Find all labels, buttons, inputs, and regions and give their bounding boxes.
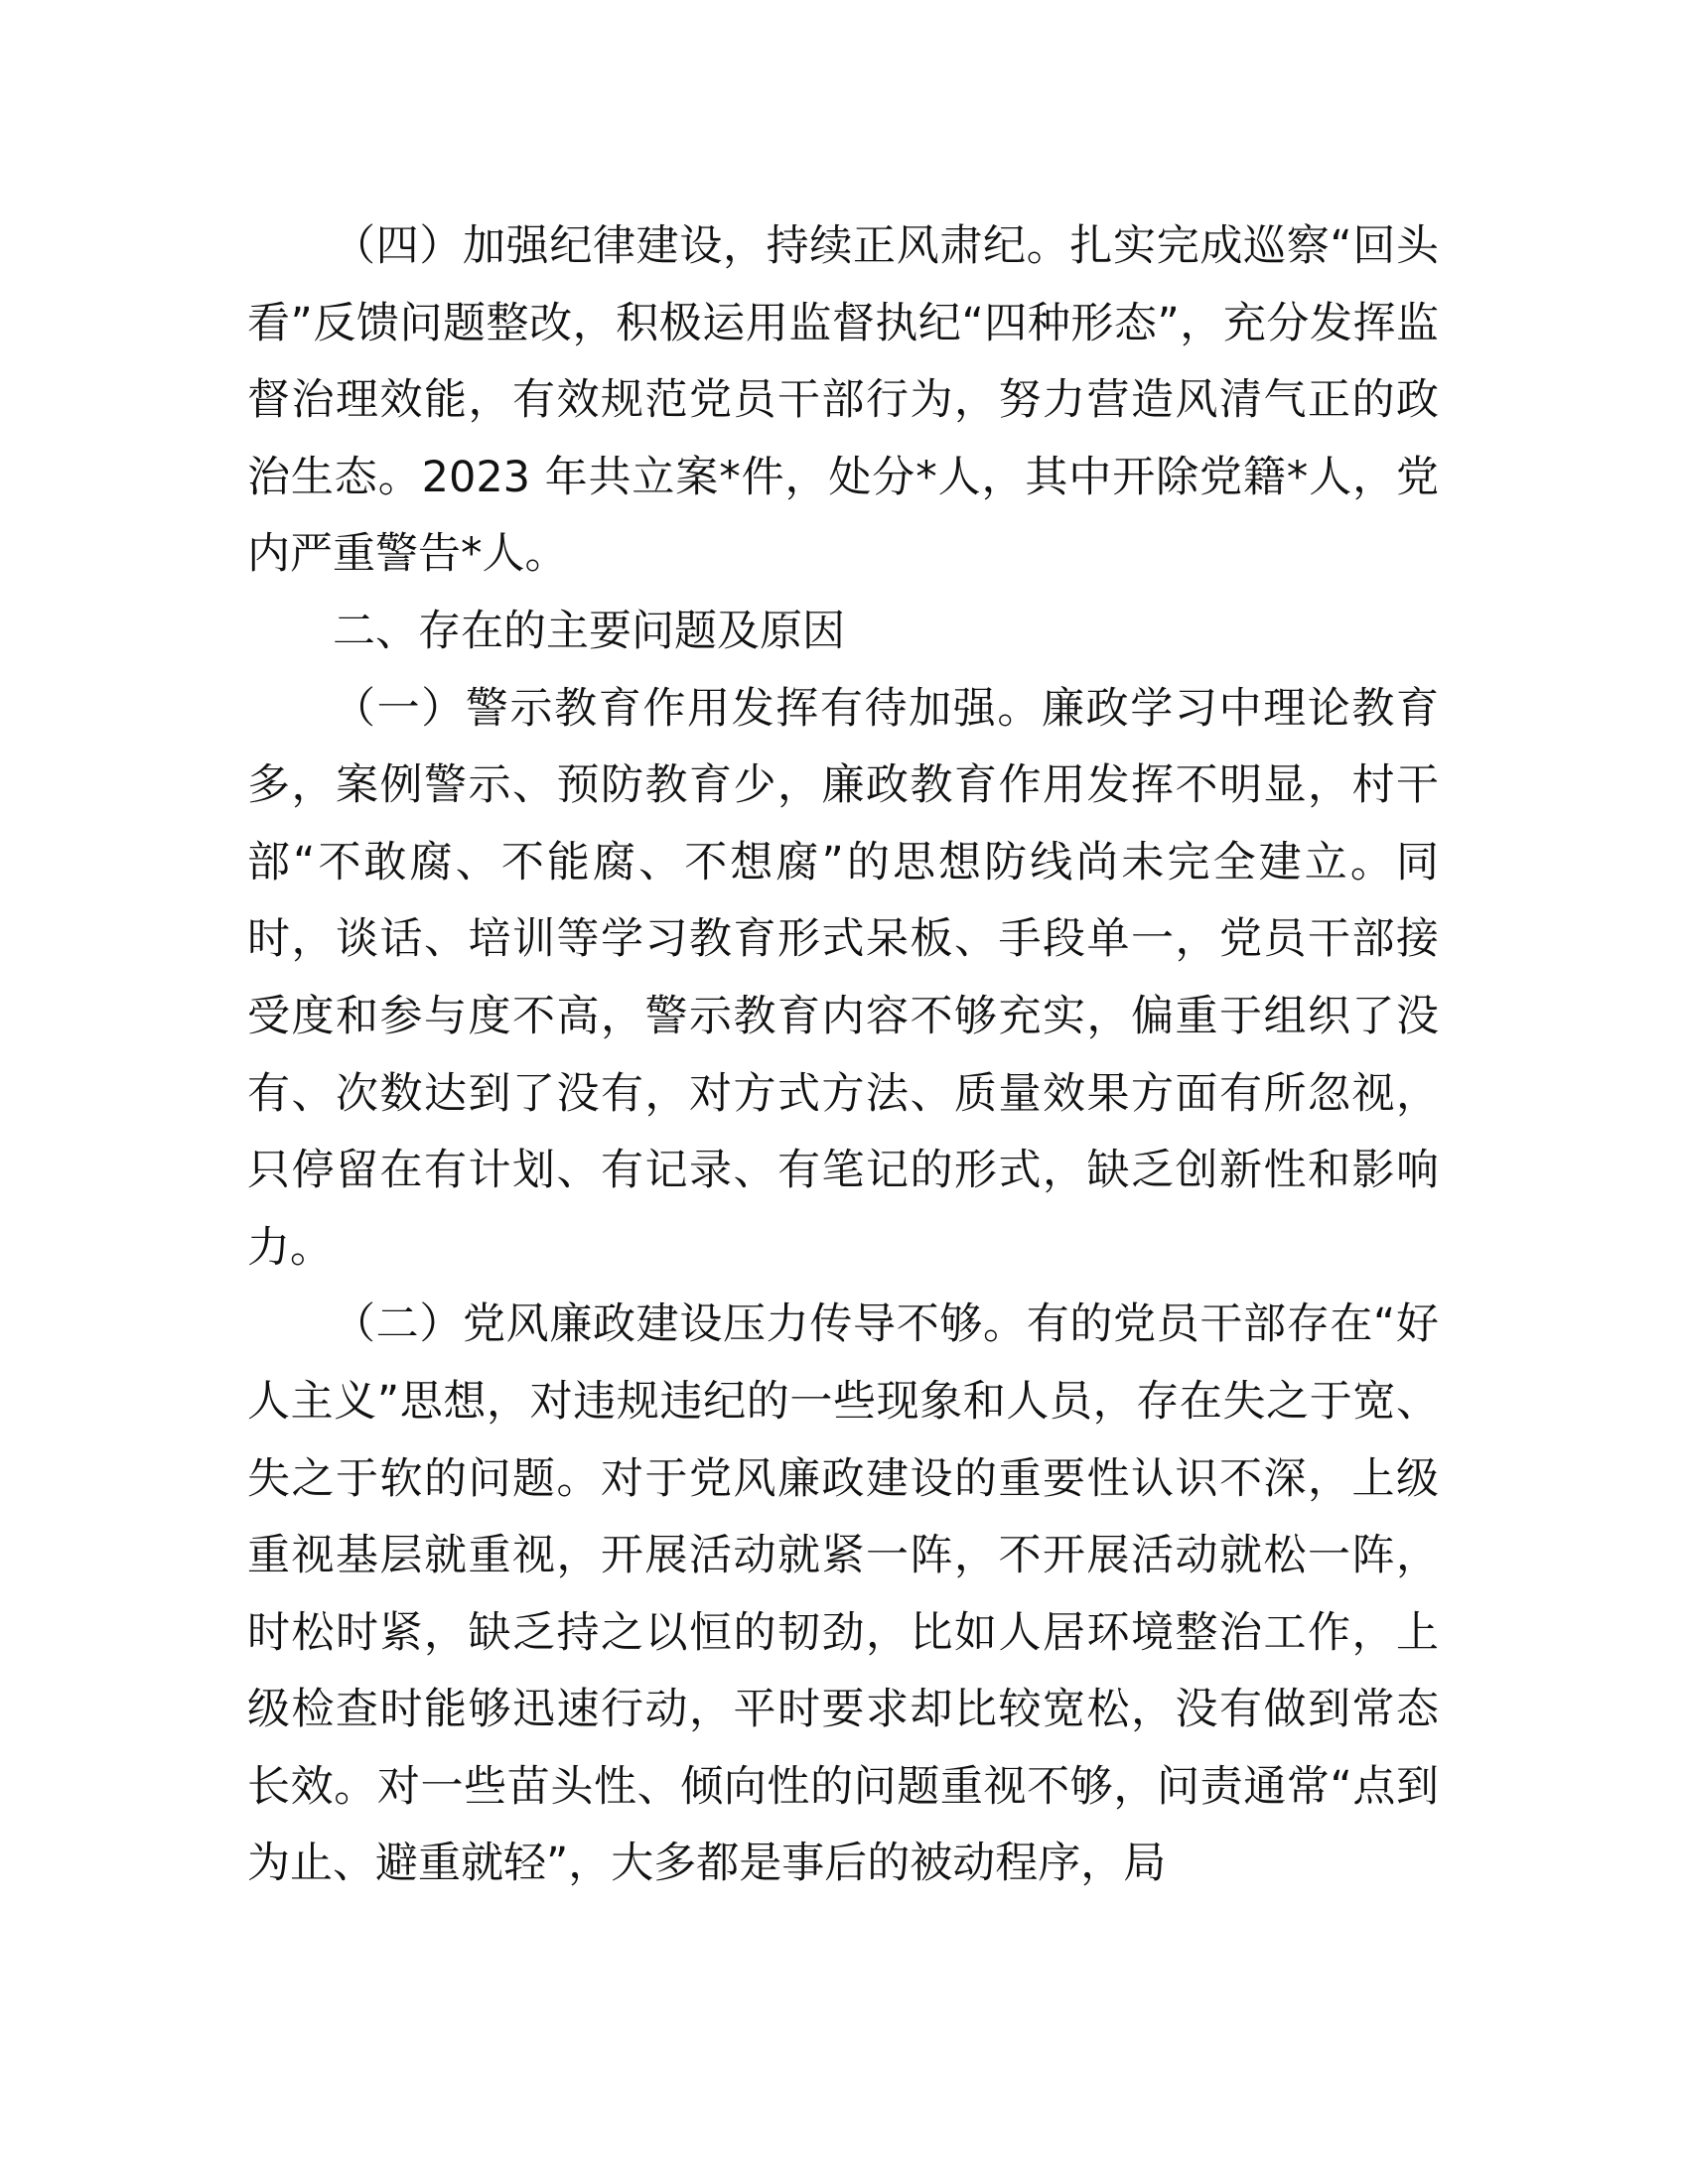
section-heading-problems: 二、存在的主要问题及原因 [333,606,845,656]
paragraph-pressure-transmission: （二）党风廉政建设压力传导不够。有的党员干部存在“好人主义”思想，对违规违纪的一些现象和人员，存在失之于宽、失之于软的问题。对于党风廉政建设的重要性认识不深，上级重视基层就重视，开展活动就紧一阵，不开展活动就松一阵，时松时紧，缺乏持之以恒的韧劲，比如人居环境整治工作，上级检查时能够迅速行动，平时要求却比较宽松，没有做到常态长效。对一些苗头性、倾向性的问题重视不够，问责通常“点到为止、避重就轻”，大多都是事后的被动程序，局 [247,1299,1439,1889]
document-page [247,208,1439,1903]
paragraph-discipline-building: （四）加强纪律建设，持续正风肃纪。扎实完成巡察“回头看”反馈问题整改，积极运用监督执纪“四种形态”，充分发挥监督治理效能，有效规范党员干部行为，努力营造风清气正的政治生态。2023 年共立案*件，处分*人，其中开除党籍*人，党内严重警告*人。 [247,221,1439,580]
paragraph-warning-education: （一）警示教育作用发挥有待加强。廉政学习中理论教育多，案例警示、预防教育少，廉政教育作用发挥不明显，村干部“不敢腐、不能腐、不想腐”的思想防线尚未完全建立。同时，谈话、培训等学习教育形式呆板、手段单一，党员干部接受度和参与度不高，警示教育内容不够充实，偏重于组织了没有、次数达到了没有，对方式方法、质量效果方面有所忽视，只停留在有计划、有记录、有笔记的形式，缺乏创新性和影响力。 [247,683,1439,1273]
